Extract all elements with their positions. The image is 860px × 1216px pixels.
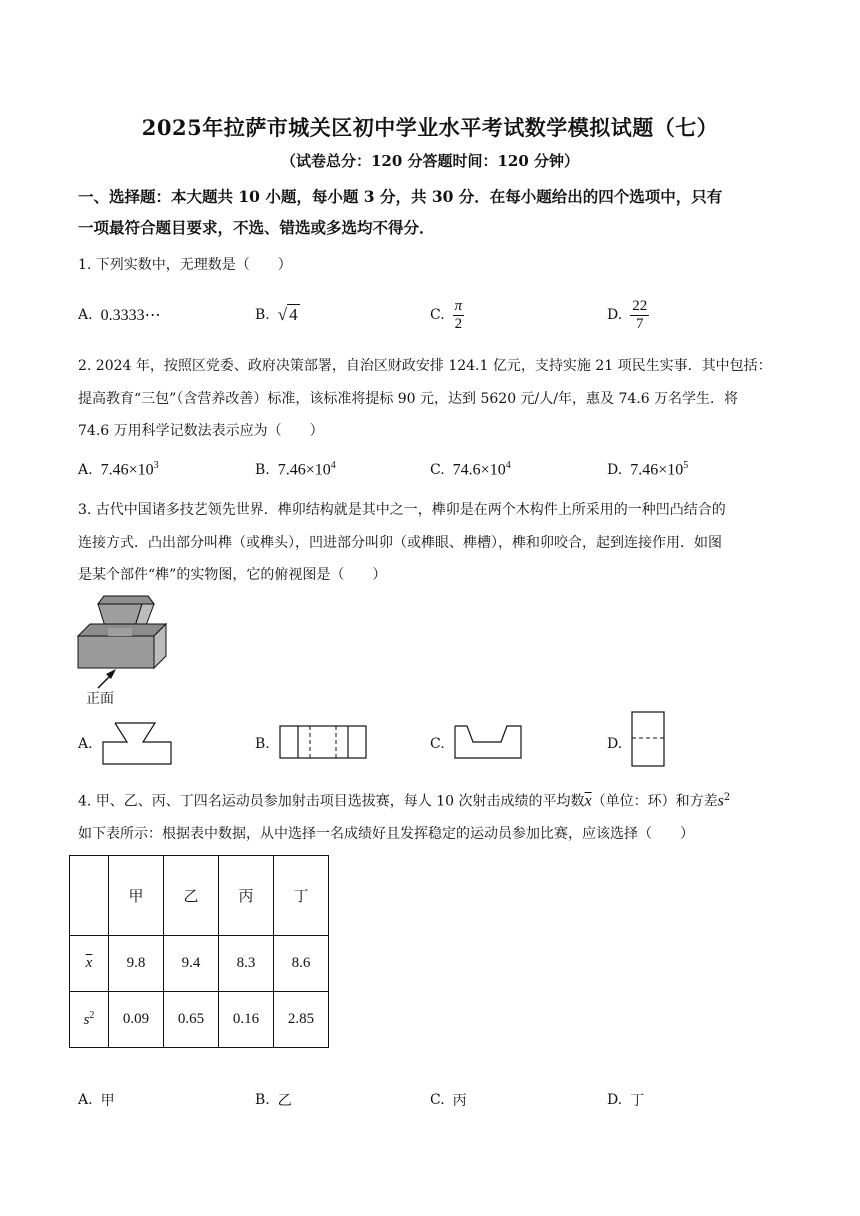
q2-option-c[interactable] (430, 450, 511, 490)
option-label: A. (78, 736, 93, 752)
option-label: B. (255, 462, 270, 478)
option-label: D. (607, 736, 623, 752)
page-title: 2025年拉萨市城关区初中学业水平考试数学模拟试题（七） (141, 115, 719, 140)
section-heading (78, 181, 790, 243)
table-row-variance (70, 992, 329, 1048)
table-cell: 0.09 (109, 992, 164, 1048)
q4-option-a[interactable] (78, 1080, 115, 1120)
exponent: 3 (153, 460, 159, 472)
question-3-stem (78, 494, 790, 592)
option-value (630, 460, 688, 479)
mantissa: 74.6×10 (452, 461, 506, 479)
q4-line-1b-text: （单位：环）和方差 (591, 793, 718, 810)
table-row-mean (70, 936, 329, 992)
square-root: √ 4 (277, 305, 298, 324)
page-subtitle: （试卷总分：120 分答题时间：120 分钟） (280, 152, 580, 170)
q1-option-d[interactable] (607, 295, 649, 335)
section-line-1: 一、选择题：本大题共 10 小题，每小题 3 分，共 30 分．在每小题给出的四个选项中，只有 (78, 187, 723, 206)
score-table (69, 855, 329, 1048)
option-label: A. (78, 307, 93, 323)
option-label: B. (255, 307, 270, 323)
table-cell: 8.6 (274, 936, 329, 992)
mean-label-symbol: $\overline{x}$ (85, 955, 93, 971)
option-value: 丁 (630, 1093, 645, 1109)
q4-option-d[interactable] (607, 1080, 644, 1120)
option-label: A. (78, 462, 93, 478)
q2-option-a[interactable] (78, 450, 159, 490)
section-line-2: 一项最符合题目要求，不选、错选或多选均不得分． (78, 218, 435, 237)
radicand: 4 (289, 305, 298, 324)
q4-option-b[interactable] (255, 1080, 292, 1120)
exponent: 5 (683, 460, 689, 472)
q1-option-a[interactable] (78, 295, 161, 335)
option-label: C. (430, 736, 445, 752)
mean-symbol: $\overline{x}$ (584, 792, 592, 810)
q3-option-a[interactable] (78, 722, 177, 766)
option-label: B. (255, 1092, 270, 1108)
q2-line-3: 74.6 万用科学记数法表示应为（ ） (78, 423, 324, 439)
mantissa: 7.46×10 (630, 461, 684, 479)
variance-label-symbol: s (83, 1012, 90, 1028)
mantissa: 7.46×10 (100, 461, 154, 479)
numerator: π (454, 297, 463, 314)
option-value: 丙 (452, 1093, 467, 1109)
denominator: 7 (635, 315, 644, 332)
table-cell: 9.8 (109, 936, 164, 992)
option-label: C. (430, 307, 445, 323)
option-value (101, 460, 159, 479)
table-header-cell: 丙 (219, 856, 274, 936)
q4-line-1-text: 4. 甲、乙、丙、丁四名运动员参加射击项目选拔赛，每人 10 次射击成绩的平均数 (78, 793, 585, 810)
variance-symbol: s (717, 792, 724, 810)
q1-option-c[interactable] (430, 295, 464, 335)
base-front-face (78, 636, 154, 668)
option-label: B. (255, 736, 270, 752)
option-label: D. (607, 462, 623, 478)
question-3-options (78, 722, 790, 766)
q2-line-1: 2. 2024 年，按照区党委、政府决策部署，自治区财政安排 124.1 亿元，支持实施 21 项民生实事．其中包括： (78, 358, 772, 374)
q3-line-1: 3. 古代中国诸多技艺领先世界．榫卯结构就是其中之一，榫卯是在两个木构件上所采用的一种凹凸结合的 (78, 502, 726, 518)
q2-option-b[interactable] (255, 450, 336, 490)
top-view-option-b-figure (278, 722, 370, 766)
q3-option-d[interactable] (607, 722, 670, 766)
table-corner-cell (70, 856, 109, 936)
top-view-option-d-figure (630, 710, 670, 768)
option-label: D. (607, 307, 623, 323)
option-value (453, 460, 511, 479)
q2-option-d[interactable] (607, 450, 688, 490)
q2-line-2: 提高教育“三包”（含营养改善）标准，该标准将提标 90 元，达到 5620 元/人/年，惠及 74.6 万名学生．将 (78, 390, 739, 407)
mean-row-label (70, 936, 109, 992)
option-label: D. (607, 1092, 623, 1108)
option-value: 0.3333⋯ (100, 307, 161, 324)
q4-line-1 (78, 782, 790, 818)
option-label: C. (430, 1092, 445, 1108)
table-cell: 2.85 (274, 992, 329, 1048)
q4-option-c[interactable] (430, 1080, 467, 1120)
q3-line-3: 是某个部件“榫”的实物图，它的俯视图是（ ） (78, 567, 387, 583)
variance-exponent: 2 (723, 792, 731, 803)
top-view-option-c-figure (453, 722, 529, 766)
table-cell: 0.65 (164, 992, 219, 1048)
option-label: C. (430, 462, 445, 478)
question-2-options (78, 450, 790, 490)
option-value: 乙 (277, 1093, 292, 1109)
table-header-cell: 乙 (164, 856, 219, 936)
option-value: 甲 (100, 1093, 115, 1109)
option-label: A. (78, 1092, 93, 1108)
table-header-row (70, 856, 329, 936)
option-value (278, 460, 336, 479)
q4-line-2: 如下表所示：根据表中数据，从中选择一名成绩好且发挥稳定的运动员参加比赛，应该选择（ ） (78, 826, 694, 843)
question-4-stem (78, 782, 790, 851)
table-cell: 8.3 (219, 936, 274, 992)
variance-label-exponent: 2 (89, 1010, 95, 1021)
tenon-top-cap (98, 596, 154, 604)
table-header-cell: 甲 (109, 856, 164, 936)
exponent: 4 (505, 460, 511, 472)
tenon-front-face-overlay (108, 628, 132, 636)
denominator: 2 (454, 315, 463, 332)
table-cell: 9.4 (164, 936, 219, 992)
numerator: 22 (632, 297, 648, 314)
question-4-options (78, 1080, 790, 1120)
question-1-options (78, 295, 790, 335)
question-2-stem (78, 350, 790, 448)
q3-option-b[interactable] (255, 722, 370, 766)
exponent: 4 (330, 460, 336, 472)
q1-option-b[interactable] (255, 295, 300, 335)
front-view-label: 正面 (86, 691, 114, 707)
mantissa: 7.46×10 (277, 461, 331, 479)
table-header-cell: 丁 (274, 856, 329, 936)
fraction (453, 298, 465, 333)
variance-row-label (70, 992, 109, 1048)
q3-option-c[interactable] (430, 722, 529, 766)
question-1-stem: 1. 下列实数中，无理数是（ ） (78, 257, 292, 273)
table-cell: 0.16 (219, 992, 274, 1048)
fraction (630, 298, 649, 333)
top-view-option-a-figure (101, 722, 177, 766)
q3-line-2: 连接方式．凸出部分叫榫（或榫头），凹进部分叫卯（或榫眼、榫槽），榫和卯咬合，起到连接作用．如图 (78, 534, 722, 551)
